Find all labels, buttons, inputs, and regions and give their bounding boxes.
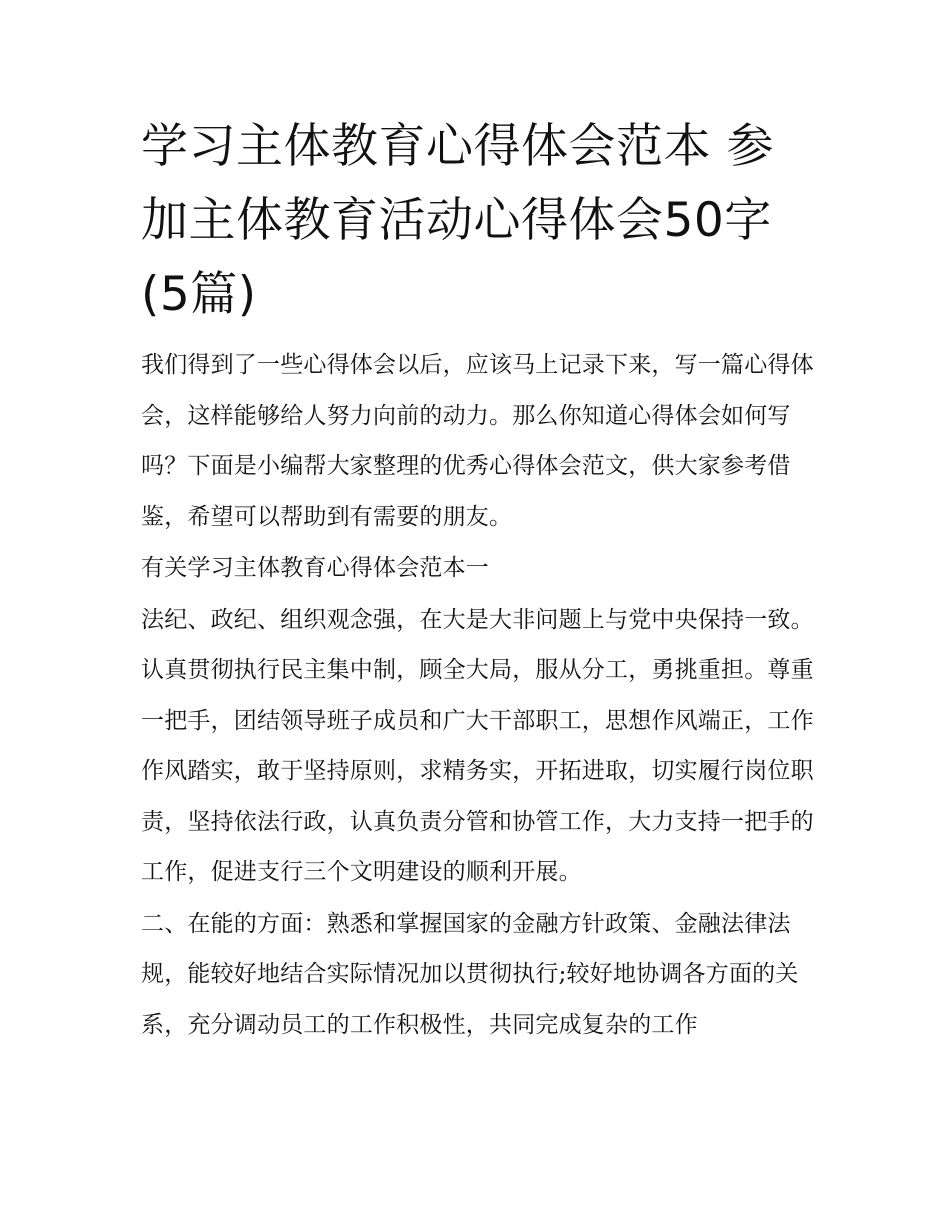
- intro-paragraph: 我们得到了一些心得体会以后，应该马上记录下来，写一篇心得体会，这样能够给人努力向前的动力。那么你知道心得体会如何写吗？下面是小编帮大家整理的优秀心得体会范文，供大家参考借鉴，希望可以帮助到有需要的朋友。: [141, 352, 814, 530]
- document-content: [141, 110, 821, 1050]
- body-paragraph: 法纪、政纪、组织观念强，在大是大非问题上与党中央保持一致。认真贯彻执行民主集中制，顾全大局，服从分工，勇挑重担。尊重一把手，团结领导班子成员和广大干部职工，思想作风端正，工作作风踏实，敢于坚持原则，求精务实，开拓进取，切实履行岗位职责，坚持依法行政，认真负责分管和协管工作，大力支持一把手的工作，促进支行三个文明建设的顺利开展。: [141, 606, 814, 885]
- section-heading: 有关学习主体教育心得体会范本一: [141, 555, 489, 581]
- document-title: 学习主体教育心得体会范本 参加主体教育活动心得体会50字(5篇): [141, 119, 774, 322]
- body-paragraph: 二、在能的方面：熟悉和掌握国家的金融方针政策、金融法律法规，能较好地结合实际情况加以贯彻执行;较好地协调各方面的关系，充分调动员工的工作积极性，共同完成复杂的工作: [141, 910, 799, 1038]
